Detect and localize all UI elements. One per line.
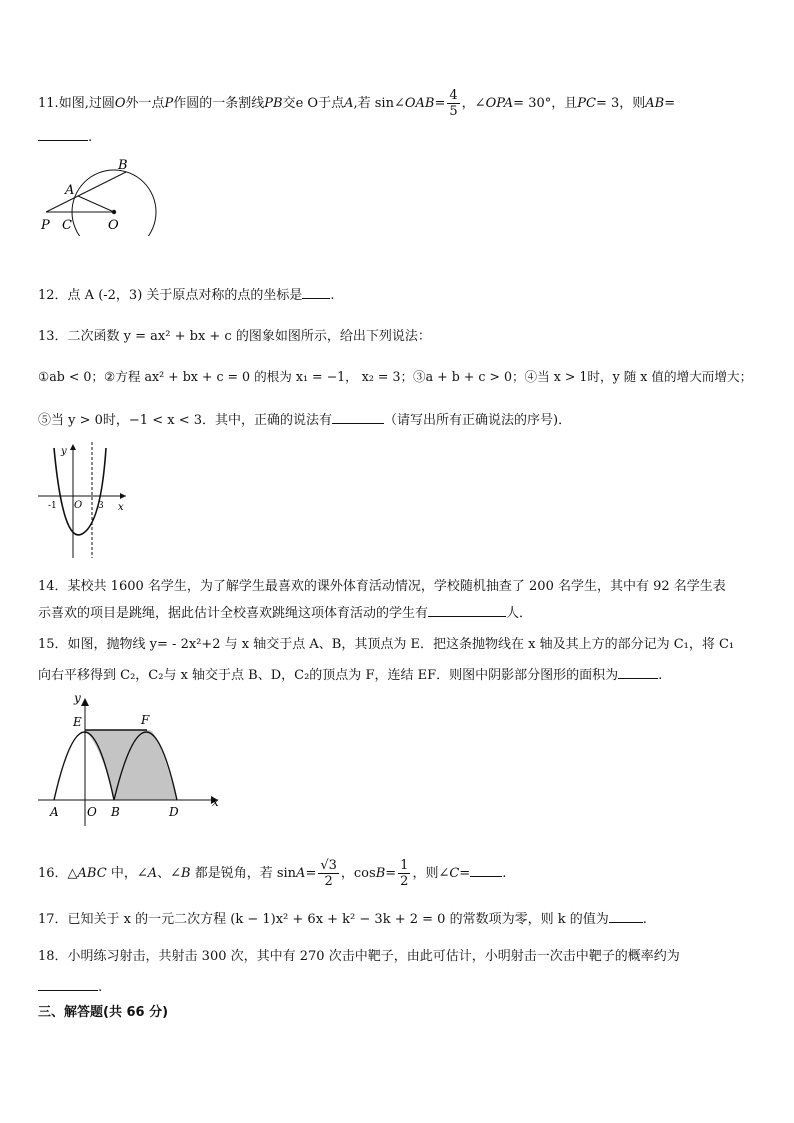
q14-line1: 14．某校共 1600 名学生，为了解学生最喜欢的课外体育活动情况，学校随机抽查了 200 名学生，其中有 92 名学生表 — [38, 579, 726, 594]
label-x: x — [118, 502, 124, 513]
section-heading: 三、解答题(共 66 分) — [38, 1005, 169, 1020]
q16-line: 16．△ABC 中，∠A、∠B 都是锐角，若 sinA= $\frac{√3}{2}$ ，cosB= $\frac{1}{2}$ ，则∠C= . — [38, 858, 507, 889]
q11-line1: 11.如图,过圆O外一点P作圆的一条割线PB交e O于点A,若 sin∠OAB= $\frac{4}{5}$ ，∠OPA= 30°，且PC= 3，则AB= — [38, 88, 676, 119]
q13-line3: ⑤当 y > 0时，−1 < x < 3．其中，正确的说法有 （请写出所有正确说法的序号)． — [38, 413, 572, 428]
label-d: D — [169, 805, 179, 819]
q18-line1: 18．小明练习射击，共射击 300 次，其中有 270 次击中靶子，由此可估计，小明射击一次击中靶子的概率约为 — [38, 949, 680, 964]
center-point — [112, 210, 116, 214]
label-b: B — [111, 805, 120, 819]
q12-line: 12．点 A (-2，3) 关于原点对称的点的坐标是 . — [38, 288, 335, 303]
answer-blank — [38, 978, 98, 991]
q11-line2: . — [38, 128, 92, 147]
fraction-4-5: $\frac{4}{5}$ — [449, 88, 458, 119]
secant-pb — [46, 172, 126, 212]
q17-line: 17．已知关于 x 的一元二次方程 (k − 1)x² + 6x + k² − 3k + 2 = 0 的常数项为零，则 k 的值为 . — [38, 912, 647, 927]
q11-circle-figure — [38, 156, 168, 236]
label-a: A — [50, 805, 59, 819]
q15-parabola-figure — [36, 690, 226, 830]
answer-blank — [609, 910, 643, 923]
label-b: B — [118, 158, 128, 173]
label-o: O — [87, 805, 97, 819]
line-ao — [78, 196, 114, 212]
label-a: A — [65, 183, 75, 198]
label-minus-one: -1 — [48, 501, 57, 511]
q13-line2: ①ab < 0；②方程 ax² + bx + c = 0 的根为 x₁ = −1， x₂ = 3；③a + b + c > 0；④当 x > 1时，y 随 x 值的增大而增大； — [38, 369, 753, 384]
label-c: C — [62, 218, 72, 233]
label-y: y — [61, 446, 67, 457]
label-three: 3 — [98, 501, 104, 511]
y-axis-arrow — [81, 698, 89, 706]
answer-blank — [38, 128, 88, 141]
shaded-region — [85, 730, 177, 800]
label-f: F — [141, 713, 150, 727]
q13-line1: 13．二次函数 y = ax² + bx + c 的图象如图所示，给出下列说法： — [38, 329, 431, 344]
label-origin: O — [74, 500, 83, 511]
label-p: P — [41, 218, 50, 233]
q15-line1: 15．如图，抛物线 y= - 2x²+2 与 x 轴交于点 A、B，其顶点为 E．把这条抛物线在 x 轴及其上方的部分记为 C₁，将 C₁ — [38, 637, 735, 652]
fraction-1-2: $\frac{1}{2}$ — [400, 858, 409, 889]
y-axis-arrow — [70, 444, 76, 450]
parabola-curve — [54, 448, 106, 535]
fraction-sqrt3-2: $\frac{√3}{2}$ — [320, 858, 337, 889]
label-e: E — [73, 715, 82, 729]
q13-parabola-figure — [36, 440, 136, 560]
q18-line2: . — [38, 978, 102, 997]
answer-blank — [302, 286, 330, 299]
q15-line2: 向右平移得到 C₂，C₂与 x 轴交于点 B、D，C₂的顶点为 F，连结 EF．则图中阴影部分图形的面积为 . — [38, 668, 663, 683]
label-x: x — [212, 795, 219, 809]
answer-blank — [470, 864, 502, 877]
answer-blank — [332, 411, 384, 424]
q14-line2: 示喜欢的项目是跳绳，据此估计全校喜欢跳绳这项体育活动的学生有 人． — [38, 606, 533, 621]
label-y: y — [74, 691, 81, 705]
answer-blank — [618, 666, 658, 679]
label-o: O — [108, 218, 119, 233]
x-axis-arrow — [120, 493, 126, 499]
answer-blank — [428, 604, 506, 617]
